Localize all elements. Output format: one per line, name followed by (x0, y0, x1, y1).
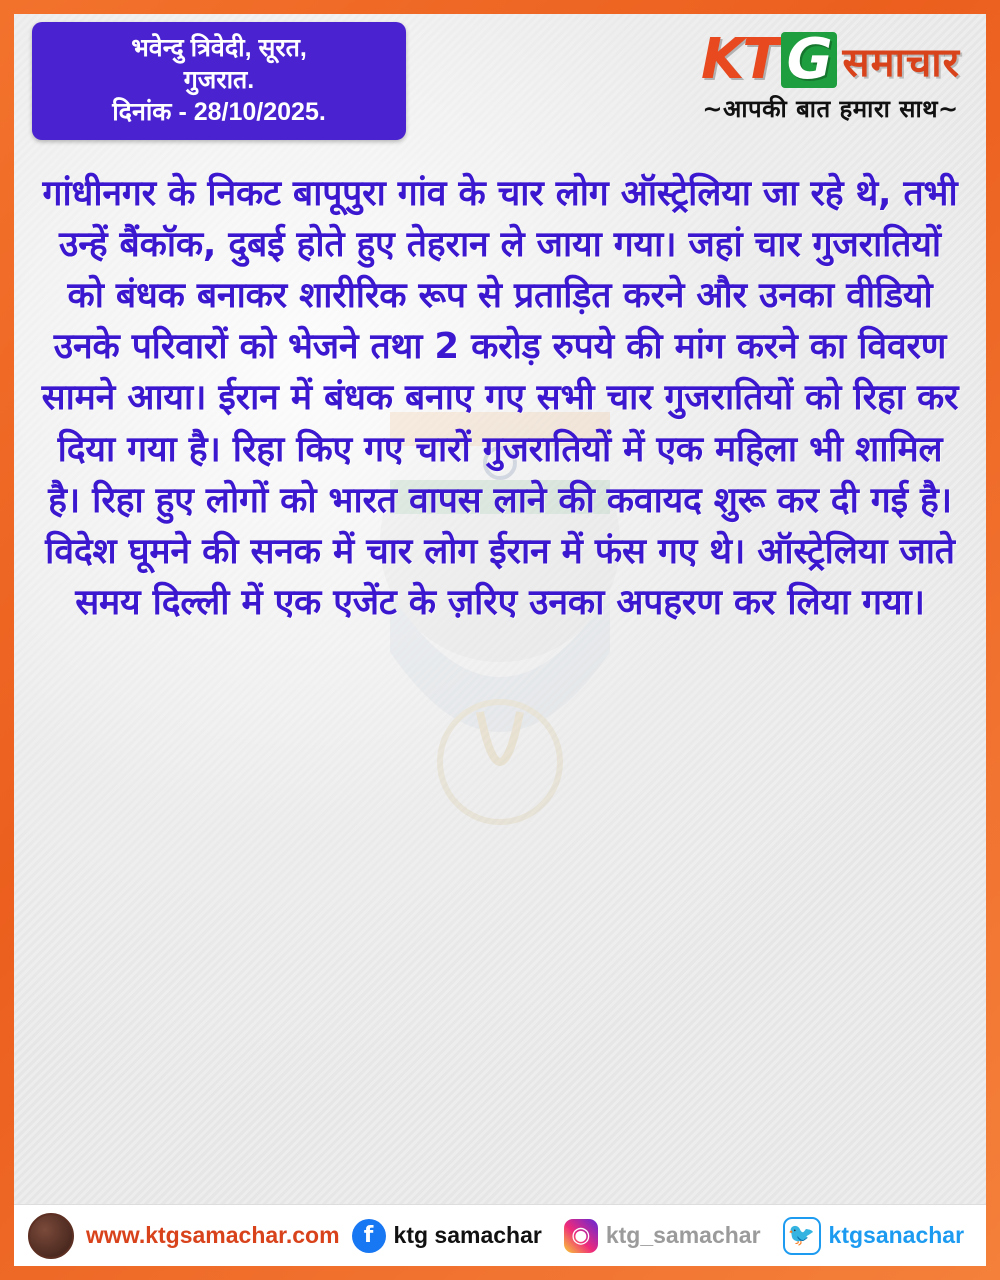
website-link[interactable]: www.ktgsamachar.com (86, 1222, 340, 1248)
report-date: दिनांक - 28/10/2025. (112, 98, 326, 126)
logo-kt: KT (700, 27, 779, 92)
facebook-handle: ktg samachar (393, 1222, 542, 1248)
instagram-icon: ◉ (564, 1219, 598, 1253)
news-card-inner (14, 14, 986, 1266)
twitter-handle: ktgsanachar (828, 1222, 965, 1248)
brand-tagline: ~आपकी बात हमारा साथ~ (702, 95, 959, 123)
article-body: गांधीनगर के निकट बापूपुरा गांव के चार लोग ऑस्ट्रेलिया जा रहे थे, तभी उन्हें बैंकॉक, दुबई होते हुए तेहरान ले जाया गया। जहां चार गुजरातियों को बंधक बनाकर शारीरिक रूप से प्रताड़ित करने और उनका वीडियो उनके परिवारों को भेजने तथा 2 करोड़ रुपये की मांग करने का विवरण सामने आया। ईरान में बंधक बनाए गए सभी चार गुजरातियों को रिहा कर दिया गया है। रिहा किए गए चारों गुजरातियों में एक महिला भी शामिल है। रिहा हुए लोगों को भारत वापस लाने की कवायद शुरू कर दी गई है। विदेश घूमने की सनक में चार लोग ईरान में फंस गए थे। ऑस्ट्रेलिया जाते समय दिल्ली में एक एजेंट के ज़रिए उनका अपहरण कर लिया गया। (41, 173, 959, 623)
card-header (14, 14, 986, 164)
brand-block (701, 22, 960, 125)
reporter-place: गुजरात. (183, 66, 255, 94)
instagram-handle: ktg_samachar (605, 1222, 761, 1248)
logo-text (700, 27, 837, 92)
social-facebook[interactable] (352, 1219, 542, 1253)
reporter-info-box (32, 22, 406, 140)
seal-icon (28, 1213, 74, 1259)
logo-g: G (781, 32, 837, 88)
logo-hindi-text: समाचार (842, 39, 960, 86)
facebook-icon: f (352, 1219, 386, 1253)
card-footer (14, 1204, 986, 1266)
social-twitter[interactable] (783, 1217, 965, 1255)
brand-logo (700, 27, 960, 92)
twitter-icon: 🐦 (783, 1217, 821, 1255)
reporter-name: भवेन्दु त्रिवेदी, सूरत, (131, 34, 307, 62)
social-instagram[interactable] (564, 1219, 761, 1253)
